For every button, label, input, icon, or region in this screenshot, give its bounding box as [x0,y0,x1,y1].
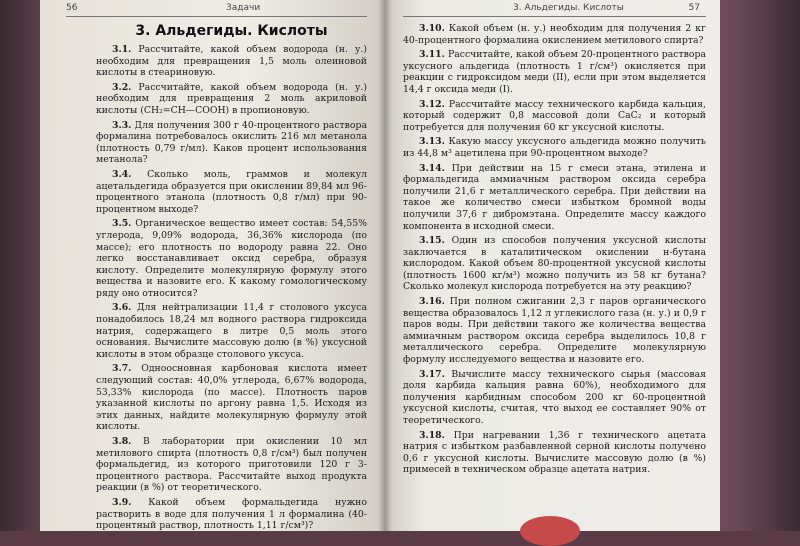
fingertip [520,516,580,546]
problem-text: Рассчитайте, какой объем 20-процентного раствора уксусного альдегида (плотность 1 г/см³) окисляется при реакции с гидроксидом меди (II), если при этом выделяется 14,4 г оксида меди (I). [403,49,706,95]
right-page [385,0,720,531]
problem-text: Рассчитайте, какой объем водорода (н. у.) необходим для превращения 2 моль акриловой кислоты (CH₂=CH—COOH) в пропионовую. [96,81,367,116]
problem-number: 3.10. [419,23,445,34]
problem-number: 3.12. [419,98,445,110]
problem-number: 3.13. [419,136,445,148]
problem-text: Органическое вещество имеет состав: 54,55% углерода, 9,09% водорода, 36,36% кислорода (по массе); его плотность по водороду равна 22. Оно легко восстанавливает оксид серебра, образуя кислоту. Определите молекулярную формулу этого вещества и назовите его. К какому гомологическому ряду оно относится? [96,218,367,299]
problem-item [96,363,367,433]
problem-item [403,23,706,46]
problem-number: 3.18. [419,429,445,441]
problem-number: 3.7. [112,363,132,375]
problem-item [403,99,706,134]
left-page-number: 56 [66,3,78,13]
problem-text: Один из способов получения уксусной кислоты заключается в каталитическом окислении н-бутана кислородом. Какой объем 80-процентной уксусной кислоты (плотность 1600 кг/м³) можно получить из 58 кг бутана? Сколько молекул кислорода потребуется на эту реакцию? [403,235,706,293]
problem-text: Для получения 300 г 40-процентного раствора формалина потребовалось окислить 216 мл метанола (плотность 0,79 г/мл). Каков процент использования метанола? [96,119,367,166]
problem-text: В лаборатории при окислении 10 мл метилового спирта (плотность 0,8 г/см³) был получен формальдегид, из которого приготовили 120 г 3-процентного раствора. Рассчитайте выход продукта реакции (в %) от теоретического. [96,436,367,494]
problem-item [96,218,367,299]
problem-number: 3.9. [112,496,132,508]
problem-item [96,44,367,79]
problem-item [96,120,367,166]
problem-item [96,302,367,360]
problem-text: Сколько моль, граммов и молекул ацетальдегида образуется при окислении 89,84 мл 96-процентного этанола (плотность 0,8 г/мл) при 90-процентном выходе? [96,168,367,215]
problem-number: 3.15. [419,235,445,247]
problem-item [96,436,367,494]
problem-text: Вычислите массу технического сырья (массовая доля карбида кальция равна 60%), необходимого для получения карбидным способом 200 кг 60-процентной уксусной кислоты, считая, что выход ее составляет 90% от теоретического. [403,368,706,426]
right-page-number: 57 [688,3,700,13]
problem-text: При действии на 15 г смеси этана, этилена и формальдегида аммиачным раствором оксида серебра получили 21,6 г металлического серебра. При действии на такое же количество смеси избытком бромной воды получили 37,6 г дибромэтана. Определите массу каждого компонента в исходной смеси. [403,162,706,232]
chapter-title: 3. Альдегиды. Кислоты [135,23,328,39]
problem-number: 3.17. [419,368,445,380]
right-running-head-text: 3. Альдегиды. Кислоты [513,3,624,13]
problem-number: 3.16. [419,296,445,308]
problem-item [96,169,367,215]
left-running-header [66,2,367,17]
left-page [40,0,385,531]
problem-number: 3.8. [112,436,132,447]
problem-item [403,49,706,95]
problem-item [403,430,706,476]
problem-text: При полном сжигании 2,3 г паров органического вещества образовалось 1,12 л углекислого газа (н. у.) и 0,9 г паров воды. При действии такого же количества вещества аммиачным раствором оксида серебра выделилось 10,8 г металлического серебра. Определите молекулярную формулу исследуемого вещества и назовите его. [403,296,706,366]
left-running-head-text: Задачи [226,3,261,13]
right-problem-list [403,23,706,476]
problem-text: При нагревании 1,36 г технического ацетата натрия с избытком разбавленной серной кислоты получено 0,6 г уксусной кислоты. Вычислите массовую долю (в %) примесей в техническом образце ацетата натрия. [403,429,706,476]
problem-number: 3.5. [112,218,132,230]
problem-text: Для нейтрализации 11,4 г столового уксуса понадобилось 18,24 мл водного раствора гидроксида натрия, содержащего в литре 0,5 моль этого основания. Вычислите массовую долю (в %) уксусной кислоты в этом образце столового уксуса. [96,302,367,360]
problem-text: Одноосновная карбоновая кислота имеет следующий состав: 40,0% углерода, 6,67% водорода, 53,33% кислорода (по массе). Плотность паров указанной кислоты по аргону равна 1,5. Исходя из этих данных, найдите молекулярную формулу этой кислоты. [96,363,367,433]
problem-number: 3.11. [419,49,445,61]
left-problem-list [96,44,367,531]
problem-item [403,136,706,159]
problem-number: 3.14. [419,162,445,174]
problem-number: 3.1. [112,44,132,55]
problem-item [96,82,367,117]
problem-text: Какой объем (н. у.) необходим для получения 2 кг 40-процентного формалина окислением метилового спирта? [403,23,706,46]
problem-text: Какую массу уксусного альдегида можно получить из 44,8 м³ ацетилена при 90-процентном выходе? [403,136,706,159]
problem-text: Рассчитайте, какой объем водорода (н. у.) необходим для превращения 1,5 моль олеиновой кислоты в стеариновую. [96,44,367,79]
problem-item [403,163,706,233]
problem-number: 3.4. [112,168,132,180]
problem-text: Рассчитайте массу технического карбида кальция, который содержит 0,8 массовой доли CaC₂ и который потребуется для получения 60 кг уксусной кислоты. [403,98,706,133]
problem-number: 3.2. [112,81,132,93]
problem-number: 3.6. [112,302,132,314]
problem-number: 3.3. [112,119,132,131]
problem-text: Какой объем формальдегида нужно растворить в воде для получения 1 л формалина (40-процентный раствор, плотность 1,11 г/см³)? [96,496,367,531]
problem-item [403,369,706,427]
right-running-header [403,2,706,17]
problem-item [403,235,706,293]
problem-item [403,296,706,366]
problem-item [96,497,367,531]
book-gutter [378,0,392,531]
